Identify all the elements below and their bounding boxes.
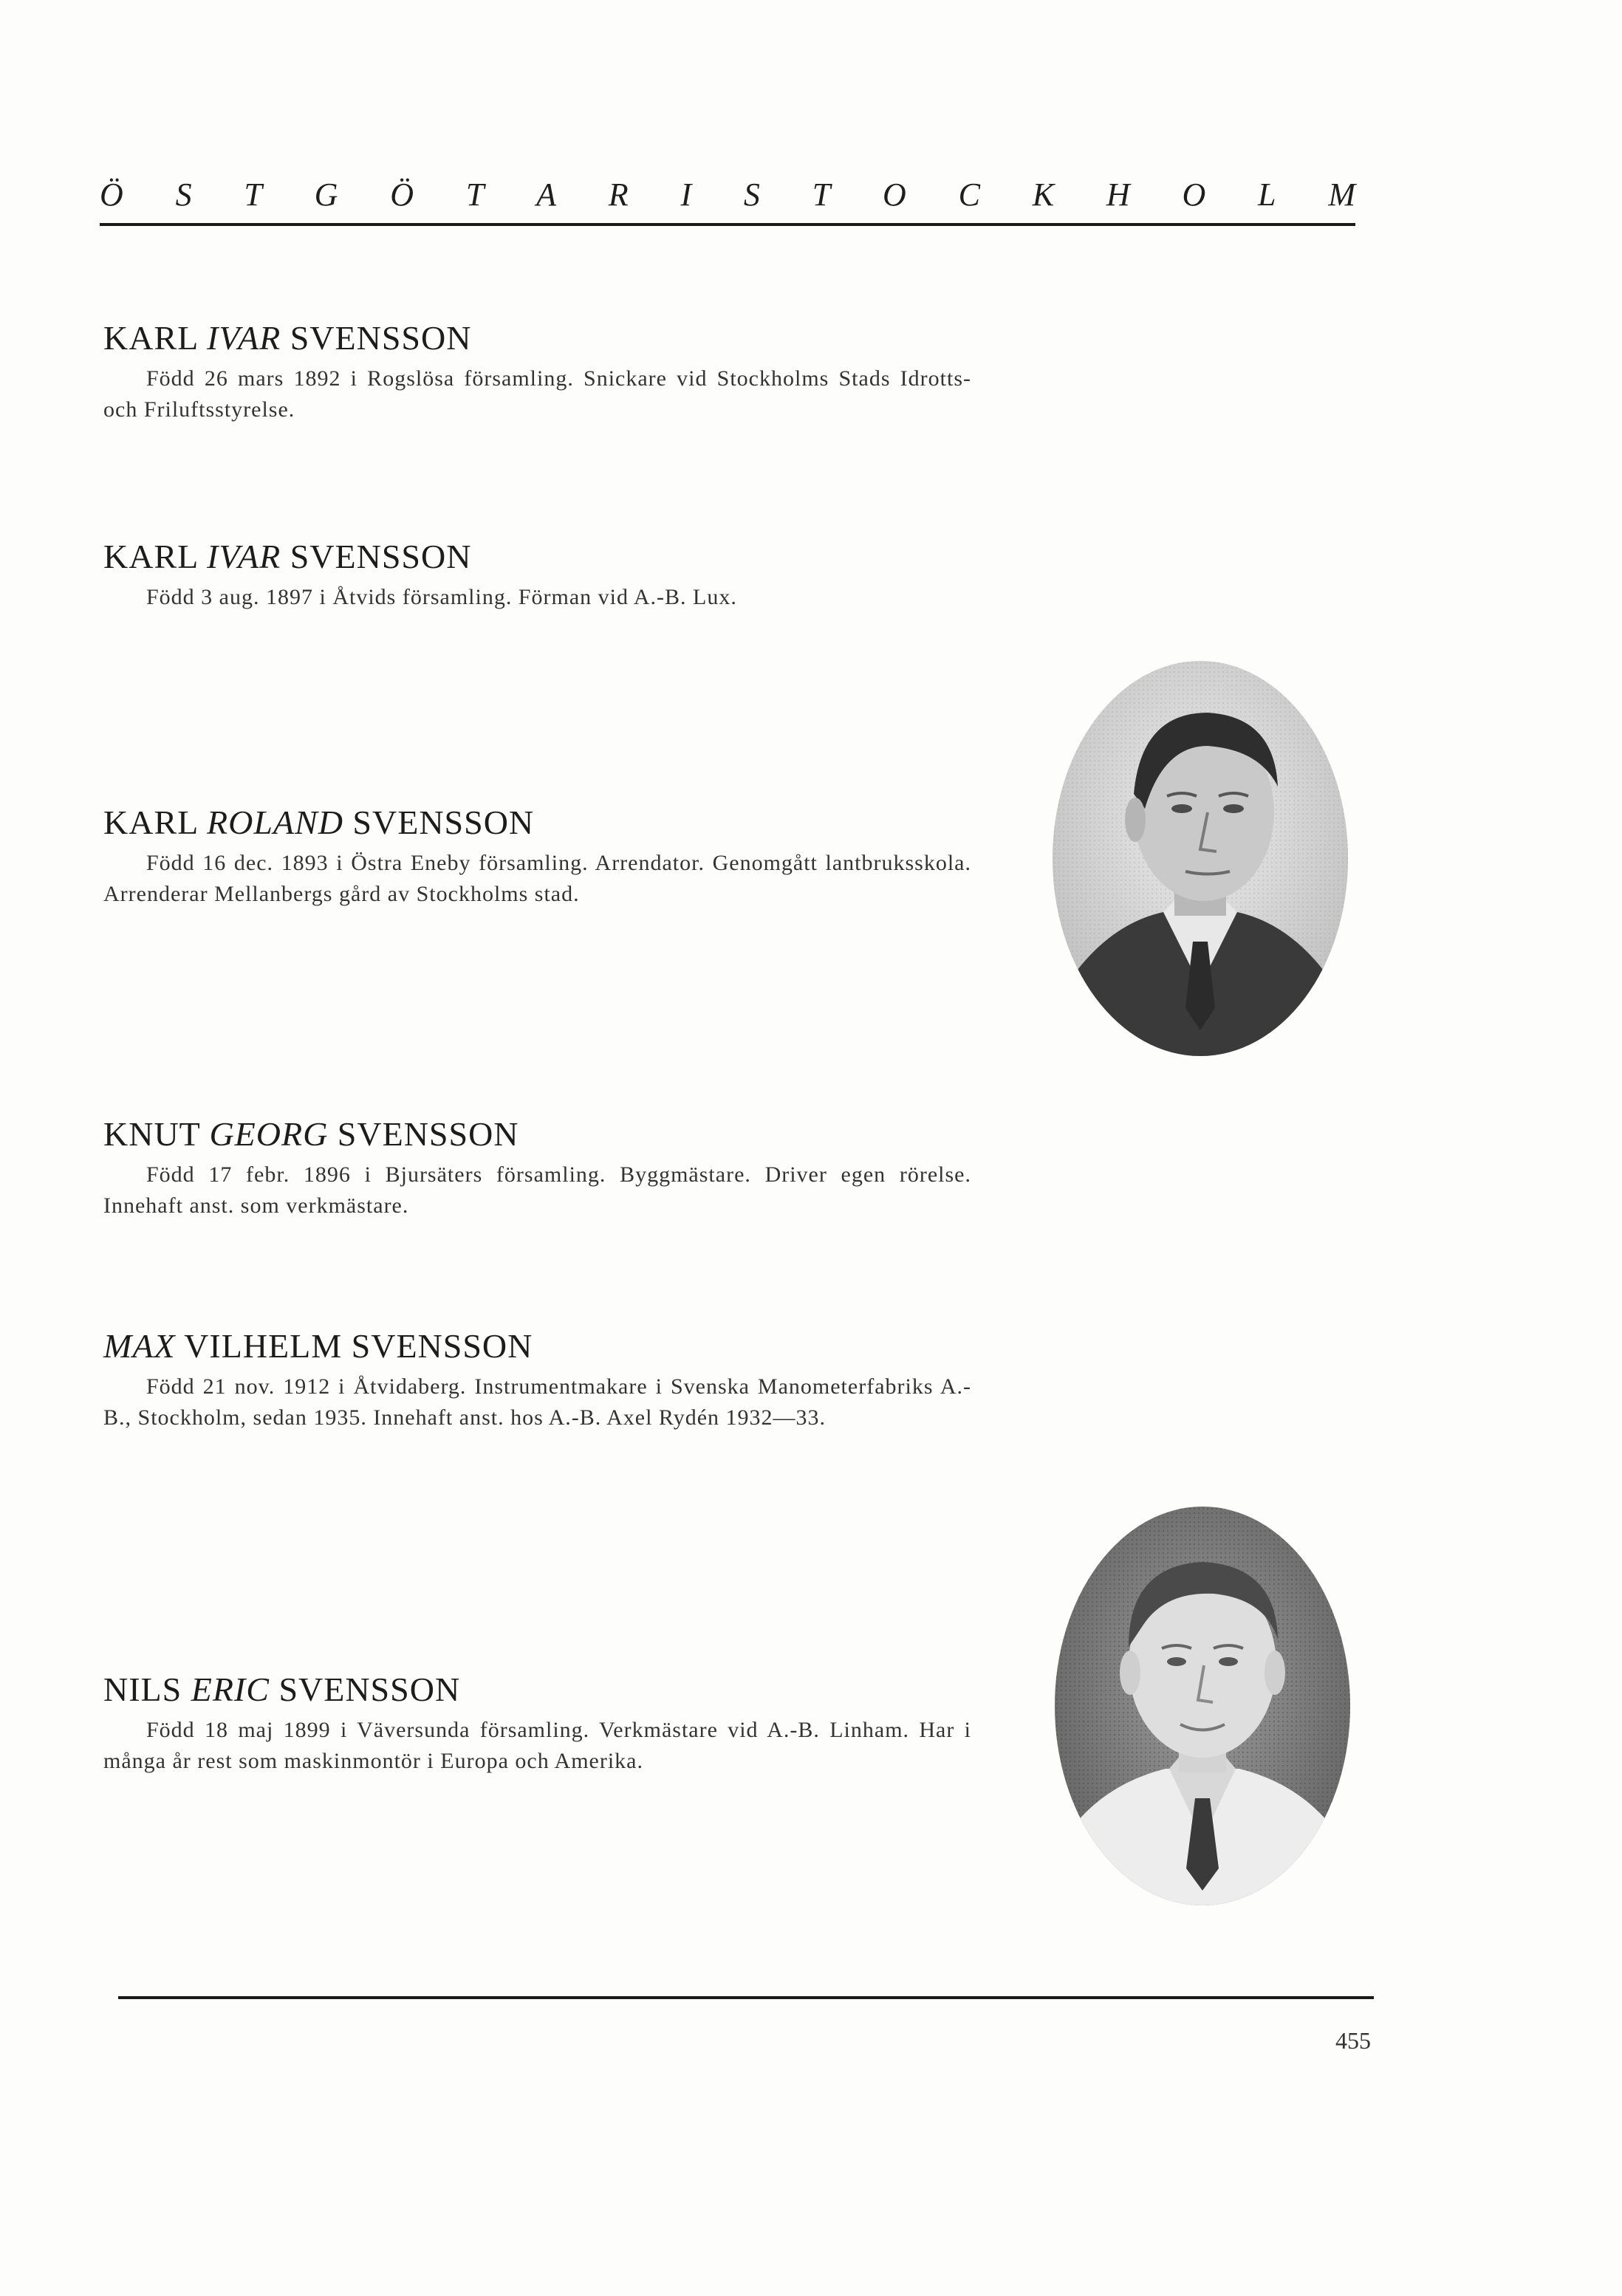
entry-karl-roland-svensson (103, 803, 971, 910)
running-head-letter: R (608, 177, 629, 213)
entry-max-vilhelm-svensson (103, 1327, 971, 1433)
entry-name (103, 1327, 971, 1365)
entry-bio: Född 26 mars 1892 i Rogslösa församling. Snickare vid Stockholms Stads Idrotts- och Friluftsstyrelse. (103, 366, 971, 422)
portrait-photo-2 (1055, 1507, 1350, 1905)
entry-bio: Född 18 maj 1899 i Väversunda församling. Verkmästare vid A.-B. Linham. Har i många år rest som maskinmontör i Europa och Amerika. (103, 1718, 971, 1773)
name-italic-part: ROLAND (207, 803, 343, 841)
running-head-letter: M (1328, 177, 1355, 213)
running-head-letter: C (958, 177, 980, 213)
running-head-letter: L (1258, 177, 1276, 213)
page-number: 455 (1335, 2027, 1371, 2054)
header-rule (100, 223, 1355, 226)
name-part: SVENSSON (328, 1115, 519, 1153)
entry-name (103, 1670, 971, 1709)
entry-name (103, 538, 971, 576)
entry-bio: Född 17 febr. 1896 i Bjursäters församling. Byggmästare. Driver egen rörelse. Innehaft anst. som verkmästare. (103, 1162, 971, 1218)
entry-bio: Född 21 nov. 1912 i Åtvidaberg. Instrumentmakare i Svenska Manometerfabriks A.-B., Stockholm, sedan 1935. Innehaft anst. hos A.-B. Axel Rydén 1932—33. (103, 1374, 971, 1430)
running-head-letter: S (175, 177, 192, 213)
entry-name (103, 1115, 971, 1154)
running-head-letter: K (1032, 177, 1055, 213)
running-head-letter: G (314, 177, 338, 213)
name-part: KARL (103, 803, 208, 841)
running-head-letter: O (883, 177, 906, 213)
name-part: NILS (103, 1670, 191, 1708)
name-part: KARL (103, 319, 208, 357)
portrait-karl-roland-svensson (1053, 661, 1348, 1056)
running-head-letter: Ö (390, 177, 414, 213)
name-italic-part: IVAR (207, 538, 281, 575)
entry-knut-georg-svensson (103, 1115, 971, 1221)
running-head-letter: O (1182, 177, 1206, 213)
name-italic-part: ERIC (191, 1670, 270, 1708)
name-italic-part: IVAR (207, 319, 281, 357)
name-part: VILHELM SVENSSON (175, 1327, 533, 1365)
entry-bio: Född 16 dec. 1893 i Östra Eneby församling. Arrendator. Genomgått lantbruksskola. Arrenderar Mellanbergs gård av Stockholms stad. (103, 851, 971, 906)
footer-rule (118, 1996, 1374, 1999)
entry-karl-ivar-svensson-1 (103, 319, 971, 425)
entry-name (103, 803, 971, 842)
entry-karl-ivar-svensson-2 (103, 538, 971, 613)
portrait-photo-1 (1053, 661, 1348, 1056)
entry-nils-eric-svensson (103, 1670, 971, 1777)
name-part: SVENSSON (343, 803, 535, 841)
entry-name (103, 319, 971, 357)
running-head-letter: S (743, 177, 760, 213)
running-head-letter: I (680, 177, 692, 213)
running-head (100, 176, 1355, 213)
entry-bio: Född 3 aug. 1897 i Åtvids församling. Förman vid A.-B. Lux. (146, 585, 737, 609)
name-part: KNUT (103, 1115, 210, 1153)
running-head-letter: H (1106, 177, 1130, 213)
running-head-letter: T (812, 177, 831, 213)
portrait-nils-eric-svensson (1055, 1507, 1350, 1905)
name-italic-part: GEORG (209, 1115, 329, 1153)
name-part: KARL (103, 538, 208, 575)
running-head-letter: A (536, 177, 556, 213)
running-head-letter: T (244, 177, 262, 213)
running-head-letter: Ö (100, 177, 123, 213)
name-part: SVENSSON (281, 319, 472, 357)
name-part: SVENSSON (269, 1670, 461, 1708)
name-italic-part: MAX (103, 1327, 176, 1365)
name-part: SVENSSON (281, 538, 472, 575)
running-head-letter: T (465, 177, 485, 213)
